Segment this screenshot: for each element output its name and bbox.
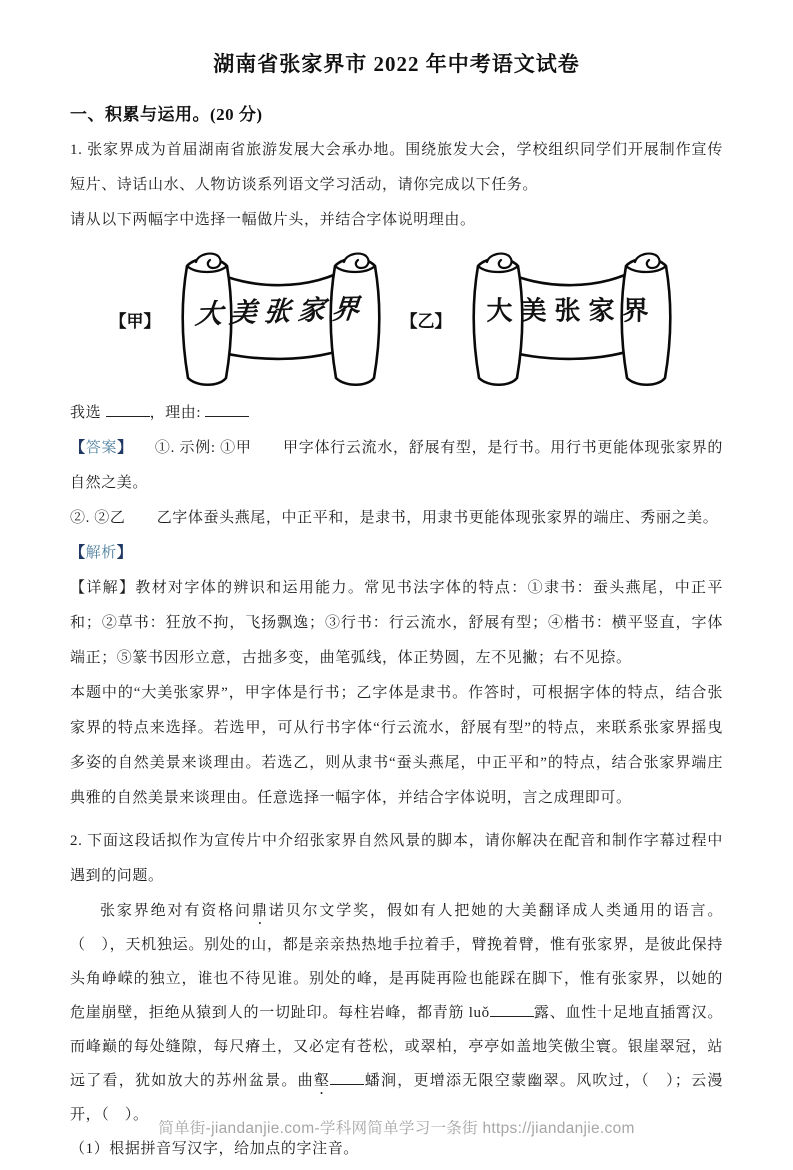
bracket-open: 【 — [70, 440, 86, 456]
footer-watermark: 简单街-jiandanjie.com-学科网简单学习一条街 https://jiandanjie.com — [158, 1120, 635, 1137]
answer-text-1: ①. 示例: ①甲 甲字体行云流水，舒展有型，是行书。用行书更能体现张家界的自然之美。 — [70, 440, 724, 491]
calligraphy-figure-row — [70, 244, 723, 394]
exam-page — [0, 48, 793, 1170]
answer-label — [70, 440, 133, 456]
q1-answer-line1 — [70, 431, 723, 501]
q1-detail-para — [70, 571, 723, 676]
scroll-banner-jia — [167, 245, 395, 393]
bracket-open: 【 — [70, 545, 86, 561]
scroll-jia-calligraphy-text: 大美张家界 — [193, 293, 367, 330]
q1-detail-para2: 本题中的“大美张家界”，甲字体是行书；乙字体是隶书。作答时，可根据字体的特点，结合张家界的特点来选择。若选甲，可从行书字体“行云流水，舒展有型”的特点，来联系张家界摇曳多姿的自然美景来谈理由。若选乙，则从隶书“蚕头燕尾，中正平和”的特点，结合张家界端庄典雅的自然美景来谈理由。任意选择一幅字体，并结合字体说明，言之成理即可。 — [70, 685, 723, 806]
q2-passage: 张家界绝对有资格问鼎诺贝尔文学奖，假如有人把她的大美翻译成人类通用的语言。（ ），天机独运。别处的山，都是亲亲热热地手拉着手，臂挽着臂，惟有张家界，是彼此保持头角峥嵘的独立，谁也不待见谁。别处的峰，是再陡再险也能踩在脚下，惟有张家界，以她的危崖崩壁，拒绝从猿到人的一切趾印。每柱岩峰，都青筋 luǒ 露、血性十足地直插霄汉。而峰巅的每处缝隙，每尺瘠土，又必定有苍松，或翠柏，亭亭如盖地笑傲尘寰。银崖翠冠，站远了看，犹如放大的苏州盆景。曲壑 蟠涧，更增添无限空蒙幽翠。风吹过，（ ）；云漫开，（ ）。 — [70, 903, 724, 1123]
scroll-yi-label: 【乙】 — [400, 311, 452, 331]
analysis-label-text: 解析 — [85, 545, 117, 561]
scroll-banner-yi — [458, 245, 686, 393]
detail-text: 教材对字体的辨识和运用能力。常见书法字体的特点：①隶书：蚕头燕尾，中正平和；②草书：狂放不拘，飞扬飘逸；③行书：行云流水，舒展有型；④楷书：横平竖直，字体端正；⑤篆书因形立意，古拙多变，曲笔弧线，体正势圆，左不见撇；右不见捺。 — [70, 580, 723, 666]
detail-label: 【详解】 — [70, 580, 136, 596]
q1-choice-blank-line: 我选 ，理由: — [70, 396, 723, 431]
analysis-label — [70, 545, 132, 561]
scroll-jia-label: 【甲】 — [109, 311, 161, 331]
q2-intro: 2. 下面这段话拟作为宣传片中介绍张家界自然风景的脚本，请你解决在配音和制作字幕过程中遇到的问题。 — [70, 833, 723, 884]
q1-intro: 1. 张家界成为首届湖南省旅游发展大会承办地。围绕旅发大会，学校组织同学们开展制作宣传短片、诗话山水、人物访谈系列语文学习活动，请你完成以下任务。 — [70, 142, 723, 193]
bracket-close: 】 — [117, 440, 133, 456]
answer-label-text: 答案 — [85, 440, 118, 456]
q1-answer-line2: ②. ②乙 乙字体蚕头燕尾，中正平和，是隶书，用隶书更能体现张家界的端庄、秀丽之美。 — [70, 510, 719, 526]
q1-analysis-line — [70, 536, 723, 571]
q2-sub-question-1: （1）根据拼音写汉字，给加点的字注音。 — [70, 1141, 359, 1157]
bracket-close: 】 — [116, 545, 133, 561]
scroll-yi-calligraphy-text: 大美张家界 — [486, 296, 657, 326]
section-heading: 一、积累与运用。(20 分) — [70, 105, 263, 124]
page-title: 湖南省张家界市 2022 年中考语文试卷 — [213, 52, 580, 76]
q1-task: 请从以下两幅字中选择一幅做片头，并结合字体说明理由。 — [70, 212, 476, 228]
